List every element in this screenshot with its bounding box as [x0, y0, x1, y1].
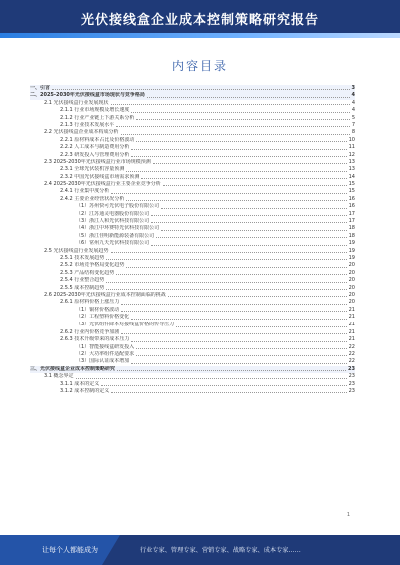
footer-banner [0, 535, 400, 565]
toc-entry-page: 23 [348, 380, 355, 387]
toc-leader-dots [131, 319, 346, 320]
toc-entry-page: 11 [348, 144, 355, 151]
toc-entry-page: 23 [348, 373, 355, 380]
toc-entry-text: （3）光伏组件降本对接线盒价格的传导压力 [76, 321, 175, 328]
toc-entry-page: 22 [348, 358, 355, 365]
toc-entry-text: 2.3 2025-2030年光伏接线盒行业市场规模预测 [44, 158, 151, 165]
toc-leader-dots [111, 193, 346, 194]
toc-leader-dots [153, 163, 347, 164]
toc-entry-page: 18 [348, 225, 355, 232]
toc-entry-page: 16 [348, 195, 355, 202]
toc-entry-text: （5）浙江佳明新能源装备有限公司 [76, 232, 155, 239]
toc-entry-page: 7 [351, 121, 355, 128]
toc-entry-text: 2.1.2 行业产业链上下游关系分析 [60, 114, 135, 121]
toc-leader-dots [126, 200, 346, 201]
toc-entry-page: 15 [348, 181, 355, 188]
toc-leader-dots [131, 341, 346, 342]
toc-entry[interactable] [30, 129, 355, 136]
toc-entry[interactable] [30, 203, 355, 210]
toc-entry-text: 2.2.3 研发投入与管理费用分析 [60, 151, 130, 158]
footer-tags: 行业专家、管理专家、营销专家、战略专家、成本专家…… [140, 547, 301, 554]
toc-entry[interactable] [30, 255, 355, 262]
toc-entry-text: 3.1.2 成本控制的定义 [60, 388, 110, 394]
toc-entry-page: 20 [348, 284, 355, 291]
toc-entry-page: 4 [351, 107, 355, 114]
toc-leader-dots [111, 392, 346, 393]
toc-entry-page: 12 [348, 151, 355, 158]
toc-entry[interactable] [30, 144, 355, 151]
header-stripe [0, 33, 400, 38]
toc-leader-dots [106, 259, 346, 260]
toc-leader-dots [156, 237, 346, 238]
report-title: 光伏接线盒企业成本控制策略研究报告 [80, 13, 319, 28]
toc-leader-dots [161, 208, 346, 209]
toc-entry[interactable] [30, 270, 355, 277]
toc-leader-dots [126, 267, 346, 268]
toc-entry-page: 3 [351, 85, 355, 91]
toc-leader-dots [168, 296, 347, 297]
toc-entry[interactable] [30, 181, 355, 188]
toc-entry[interactable] [30, 159, 355, 166]
toc-entry-text: 2.2.2 人工成本与制造费用分析 [60, 144, 130, 151]
toc-entry-text: 2.1.1 行业市场规模及增长速度 [60, 107, 130, 114]
toc-leader-dots [52, 89, 350, 90]
toc-entry[interactable] [30, 388, 355, 395]
footer-slogan: 让每个人都能成为 [42, 546, 98, 554]
toc-entry[interactable] [30, 277, 355, 284]
toc-entry-page: 18 [348, 232, 355, 239]
toc-leader-dots [176, 326, 346, 327]
toc-leader-dots [116, 126, 350, 127]
report-header [0, 0, 400, 38]
toc-leader-dots [151, 222, 346, 223]
toc-leader-dots [136, 119, 349, 120]
toc-entry-text: 2.3.2 中国光伏接线盒市场需求预测 [60, 173, 140, 180]
toc-entry[interactable] [30, 366, 355, 373]
toc-entry-text: 2.4 2025-2030年光伏接线盒行业主要企业竞争分析 [44, 181, 161, 188]
toc-entry[interactable] [30, 381, 355, 388]
toc-leader-dots [101, 385, 346, 386]
toc-entry-text: 2.2.1 原材料成本占比及价格波动 [60, 136, 135, 143]
toc-leader-dots [141, 178, 346, 179]
toc-leader-dots [121, 311, 346, 312]
toc-entry-text: 2.6 2025-2030年光伏接线盒行业成本控制面临的挑战 [44, 291, 166, 298]
toc-leader-dots [76, 378, 347, 379]
toc-entry-text: （1）苏州快可光伏电子股份有限公司 [76, 203, 160, 210]
toc-entry[interactable] [30, 225, 355, 232]
toc-entry-page: 23 [348, 365, 355, 372]
toc-entry[interactable] [30, 218, 355, 225]
toc-entry[interactable] [30, 285, 355, 292]
toc-entry-page: 13 [348, 158, 355, 165]
toc-entry-text: 2.1 光伏接线盒行业发展现状 [44, 99, 109, 106]
toc-entry[interactable] [30, 233, 355, 240]
toc-entry-text: （3）国际认证成本增加 [76, 358, 130, 365]
toc-entry-text: 2.5.4 行业整合趋势 [60, 277, 105, 284]
toc-entry-text: （3）浙江人和光伏科技有限公司 [76, 218, 150, 225]
toc-entry-page: 20 [348, 299, 355, 306]
toc-leader-dots [111, 252, 347, 253]
toc-entry-text: （6）常州九天光伏科技有限公司 [76, 240, 150, 247]
toc-entry-page: 22 [348, 343, 355, 350]
toc-entry[interactable] [30, 299, 355, 306]
toc-entry-text: 三、光伏接线盒企业成本控制策略研究 [30, 365, 116, 372]
toc-entry[interactable] [30, 240, 355, 247]
toc-leader-dots [147, 97, 350, 98]
toc-entry-text: 2.6.3 技术升级带来的成本压力 [60, 336, 130, 343]
toc-entry[interactable] [30, 351, 355, 358]
toc-leader-dots [131, 112, 349, 113]
toc-entry-page: 23 [348, 388, 355, 394]
toc-entry[interactable] [30, 336, 355, 343]
toc-entry-text: 2.5.3 产品结构变化趋势 [60, 269, 115, 276]
toc-leader-dots [163, 185, 347, 186]
toc-entry[interactable] [30, 329, 355, 336]
toc-entry[interactable] [30, 211, 355, 218]
toc-entry-page: 20 [348, 277, 355, 284]
toc-entry-text: （2）工程塑料价格变化 [76, 314, 130, 321]
toc-entry-text: 2.4.2 主要企业经营状况分析 [60, 195, 125, 202]
toc-entry-page: 19 [348, 240, 355, 247]
toc-entry[interactable] [30, 248, 355, 255]
toc-leader-dots [116, 274, 346, 275]
toc-entry-page: 21 [348, 336, 355, 343]
toc-leader-dots [111, 104, 350, 105]
toc-entry[interactable] [30, 100, 355, 107]
toc-entry-text: 2.5.2 市场竞争格局变化趋势 [60, 262, 125, 269]
toc-entry-text: （2）大功率组件适配要求 [76, 351, 135, 358]
toc-entry-page: 21 [348, 306, 355, 313]
toc-leader-dots [117, 370, 346, 371]
toc-entry-text: 2.6.2 行业内价格竞争加剧 [60, 328, 120, 335]
toc-entry-text: （1）智能接线盒研发投入 [76, 343, 135, 350]
toc-entry[interactable] [30, 174, 355, 181]
toc-entry-page: 17 [348, 218, 355, 225]
toc-entry-text: 2.2 光伏接线盒企业成本构成分析 [44, 129, 119, 136]
toc-entry-page: 19 [348, 247, 355, 254]
toc-entry-page: 16 [348, 203, 355, 210]
toc-leader-dots [136, 348, 346, 349]
toc-leader-dots [136, 141, 346, 142]
toc-leader-dots [131, 156, 346, 157]
toc-heading: 内容目录 [171, 59, 228, 73]
toc-entry[interactable] [30, 85, 355, 92]
toc-leader-dots [136, 355, 346, 356]
toc-entry[interactable] [30, 358, 355, 365]
toc-leader-dots [131, 149, 346, 150]
toc-leader-dots [121, 333, 346, 334]
toc-entry-text: 3.1 概念界定 [44, 373, 74, 380]
toc-entry-page: 21 [348, 328, 355, 335]
toc-entry-text: 3.1.1 成本的定义 [60, 380, 100, 387]
toc-entry-page: 17 [348, 210, 355, 217]
toc-entry-text: 2.6.1 原材料价格上涨压力 [60, 299, 120, 306]
toc-entry-page: 20 [348, 269, 355, 276]
toc-entry-page: 13 [348, 166, 355, 173]
toc-leader-dots [151, 245, 346, 246]
toc-entry-page: 19 [348, 254, 355, 261]
toc-entry-page: 20 [348, 262, 355, 269]
toc-leader-dots [121, 304, 346, 305]
toc-entry-text: 二、2025-2030年光伏接线盒市场现状与竞争格局 [30, 92, 145, 99]
toc-leader-dots [121, 134, 350, 135]
toc-entry[interactable] [30, 92, 355, 99]
toc-leader-dots [106, 282, 346, 283]
toc-entry[interactable] [30, 373, 355, 380]
toc-entry-page: 5 [351, 114, 355, 121]
toc-leader-dots [126, 171, 346, 172]
toc-leader-dots [131, 363, 346, 364]
toc-entry[interactable] [30, 314, 355, 321]
toc-entry-page: 20 [348, 291, 355, 298]
toc-entry-text: 2.4.1 行业集中度分析 [60, 188, 110, 195]
toc-entry[interactable] [30, 166, 355, 173]
table-of-contents [30, 85, 355, 505]
toc-entry[interactable] [30, 188, 355, 195]
toc-entry-text: 2.5.1 技术发展趋势 [60, 254, 105, 261]
toc-entry[interactable] [30, 322, 355, 329]
toc-entry-text: 2.1.3 行业技术发展水平 [60, 121, 115, 128]
toc-entry-page: 10 [348, 136, 355, 143]
toc-entry-text: 2.5 光伏接线盒行业发展趋势 [44, 247, 109, 254]
toc-entry[interactable] [30, 292, 355, 299]
toc-entry[interactable] [30, 262, 355, 269]
page-number: 1 [346, 512, 350, 518]
toc-entry[interactable] [30, 307, 355, 314]
toc-entry[interactable] [30, 196, 355, 203]
toc-entry-page: 4 [351, 92, 355, 99]
toc-entry[interactable] [30, 137, 355, 144]
toc-entry-page: 4 [351, 99, 355, 106]
toc-leader-dots [106, 289, 346, 290]
toc-entry-page: 15 [348, 188, 355, 195]
toc-leader-dots [151, 215, 346, 216]
toc-entry[interactable] [30, 344, 355, 351]
toc-entry-page: 22 [348, 351, 355, 358]
toc-entry-text: （2）江苏通灵电器股份有限公司 [76, 210, 150, 217]
toc-leader-dots [161, 230, 346, 231]
toc-entry-page: 21 [348, 314, 355, 321]
toc-entry-text: 2.3.1 全球光伏装机容量预测 [60, 166, 125, 173]
toc-entry-page: 21 [348, 321, 355, 328]
toc-entry[interactable] [30, 152, 355, 159]
toc-entry[interactable] [30, 122, 355, 129]
toc-entry[interactable] [30, 115, 355, 122]
toc-entry-page: 14 [348, 173, 355, 180]
toc-entry-page: 8 [351, 129, 355, 136]
toc-entry-text: 一、引言 [30, 85, 51, 91]
toc-entry[interactable] [30, 107, 355, 114]
toc-entry-text: （1）铜材价格波动 [76, 306, 120, 313]
toc-entry-text: 2.5.5 成本控制趋势 [60, 284, 105, 291]
toc-entry-text: （4）浙江中环赛特光伏科技有限公司 [76, 225, 160, 232]
